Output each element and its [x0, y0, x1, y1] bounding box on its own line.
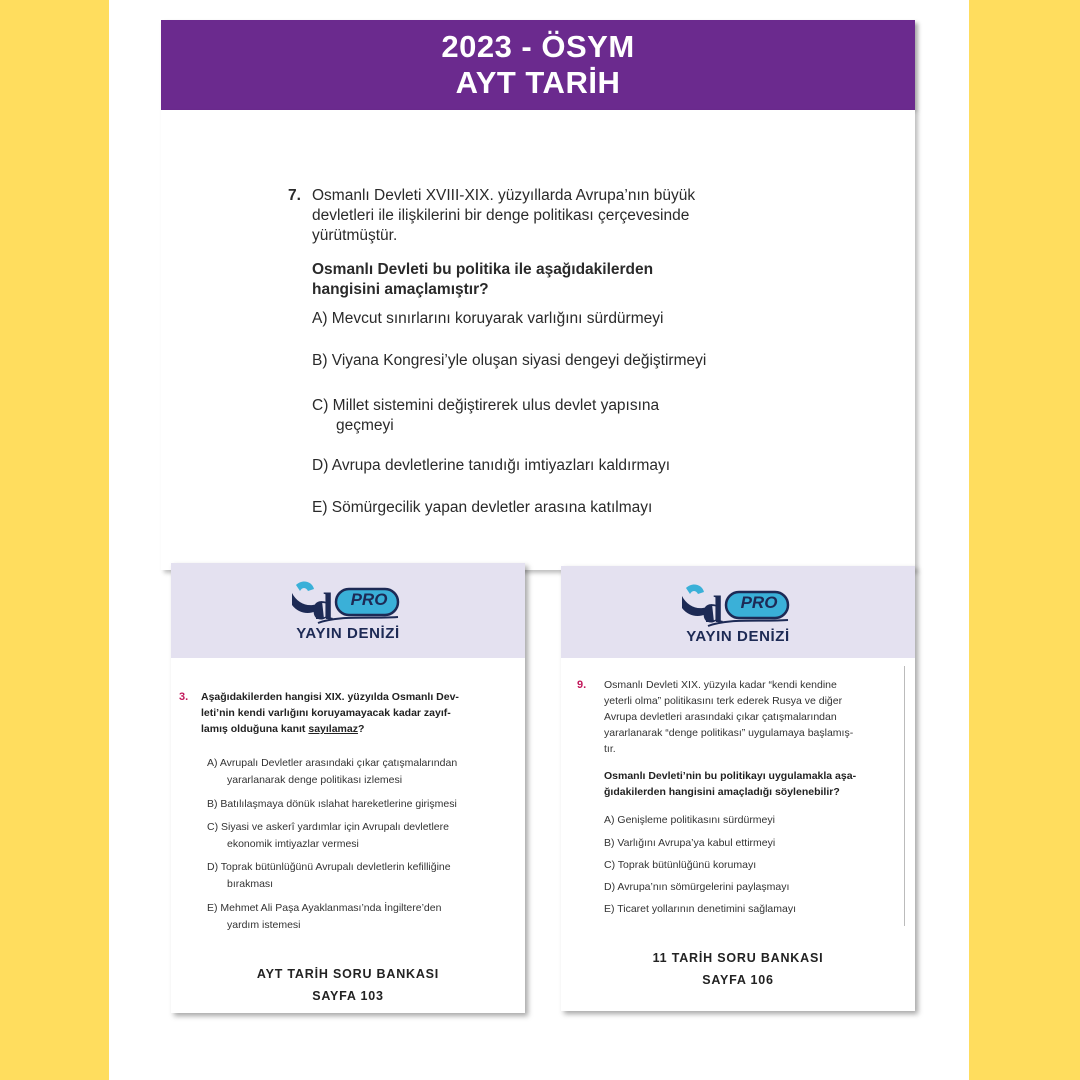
book-page: SAYFA 103: [312, 989, 384, 1003]
logo-badge: PRO: [350, 590, 388, 609]
stem-line: Avrupa devletleri arasındaki çıkar çatışmalarından: [604, 711, 837, 723]
book-header: [171, 563, 525, 658]
question-stem: [604, 677, 904, 757]
book-footer: [171, 963, 525, 1007]
book-title: 11 TARİH SORU BANKASI: [652, 951, 824, 965]
svg-text:d: d: [312, 586, 334, 627]
question-prompt: [201, 689, 521, 737]
option-c-continued: ekonomik imtiyazlar vermesi: [227, 838, 359, 850]
exam-banner: [161, 20, 915, 110]
prompt-line: ğıdakilerden hangisini amaçladığı söylenebilir?: [604, 786, 840, 798]
book-snippet-left: [171, 563, 525, 1013]
option-e: E) Ticaret yollarının denetimini sağlamayı: [604, 903, 796, 915]
option-e: E) Sömürgecilik yapan devletler arasına katılmayı: [312, 499, 653, 516]
prompt-line: Osmanlı Devleti bu politika ile aşağıdakilerden: [312, 261, 654, 278]
publisher-logo: [668, 578, 808, 653]
option-b: B) Varlığını Avrupa’ya kabul ettirmeyi: [604, 837, 776, 849]
logo-badge: PRO: [740, 593, 778, 612]
banner-title: 2023 - ÖSYM: [441, 29, 635, 64]
question-number: 7.: [288, 187, 301, 204]
publisher-name: YAYIN DENİZİ: [686, 628, 790, 645]
question-number: 9.: [577, 679, 587, 691]
question-stem: [312, 186, 762, 246]
stem-line: yürütmüştür.: [312, 227, 398, 244]
option-a: A) Genişleme politikasını sürdürmeyi: [604, 814, 775, 826]
prompt-line: leti’nin kendi varlığını koruyamayacak kadar zayıf-: [201, 707, 451, 719]
prompt-line: [201, 721, 521, 737]
book-snippet-right: [561, 566, 915, 1011]
stem-line: yeterli olma” politikasını terk ederek Rusya ve diğer: [604, 695, 843, 707]
prompt-line: hangisini amaçlamıştır?: [312, 281, 489, 298]
option-d: D) Avrupa’nın sömürgelerini paylaşmayı: [604, 881, 790, 893]
option-d: D) Avrupa devletlerine tanıdığı imtiyazları kaldırmayı: [312, 457, 671, 474]
option-b: B) Viyana Kongresi’yle oluşan siyasi dengeyi değiştirmeyi: [312, 352, 707, 369]
option-a: A) Mevcut sınırlarını koruyarak varlığını sürdürmeyi: [312, 310, 664, 327]
option-e-continued: yardım istemesi: [227, 919, 301, 931]
stem-line: Osmanlı Devleti XIX. yüzyıla kadar “kendi kendine: [604, 679, 837, 691]
publisher-name: YAYIN DENİZİ: [296, 625, 400, 642]
prompt-line: Osmanlı Devleti’nin bu politikayı uygulamakla aşa-: [604, 770, 857, 782]
book-title: AYT TARİH SORU BANKASI: [256, 967, 440, 981]
stem-line: tır.: [604, 743, 616, 755]
question-prompt: [312, 260, 762, 300]
question-number: 3.: [179, 691, 189, 703]
banner-subtitle: AYT TARİH: [455, 65, 621, 100]
option-c: C) Siyasi ve askerî yardımlar için Avrupalı devletlere: [207, 821, 449, 833]
option-c: C) Toprak bütünlüğünü korumayı: [604, 859, 757, 871]
prompt-text: lamış olduğuna kanıt: [201, 723, 309, 735]
stem-line: yararlanarak “denge politikası” uygulamaya başlamış-: [604, 727, 854, 739]
book-header: [561, 566, 915, 658]
question-prompt: [604, 768, 904, 800]
svg-text:d: d: [702, 589, 724, 630]
option-a-continued: yararlanarak denge politikası izlemesi: [227, 774, 403, 786]
option-c-continued: geçmeyi: [336, 417, 394, 434]
prompt-line: Aşağıdakilerden hangisi XIX. yüzyılda Osmanlı Dev-: [201, 691, 459, 703]
option-e: E) Mehmet Ali Paşa Ayaklanması’nda İngiltere’den: [207, 902, 442, 914]
prompt-end: ?: [357, 723, 365, 735]
publisher-logo: [278, 575, 418, 650]
stem-line: devletleri ile ilişkilerini bir denge politikası çerçevesinde: [312, 207, 690, 224]
stem-line: Osmanlı Devleti XVIII-XIX. yüzyıllarda Avrupa’nın büyük: [312, 187, 696, 204]
option-d-continued: bırakması: [227, 878, 274, 890]
prompt-emphasis: sayılamaz: [308, 723, 358, 735]
option-c: C) Millet sistemini değiştirerek ulus devlet yapısına: [312, 397, 660, 414]
option-d: D) Toprak bütünlüğünü Avrupalı devletlerin kefilliğine: [207, 861, 451, 873]
option-b: B) Batılılaşmaya dönük ıslahat hareketlerine girişmesi: [207, 798, 457, 810]
option-a: A) Avrupalı Devletler arasındaki çıkar çatışmalarından: [207, 757, 458, 769]
book-footer: [561, 947, 915, 991]
column-divider: [904, 666, 905, 926]
book-page: SAYFA 106: [702, 973, 774, 987]
